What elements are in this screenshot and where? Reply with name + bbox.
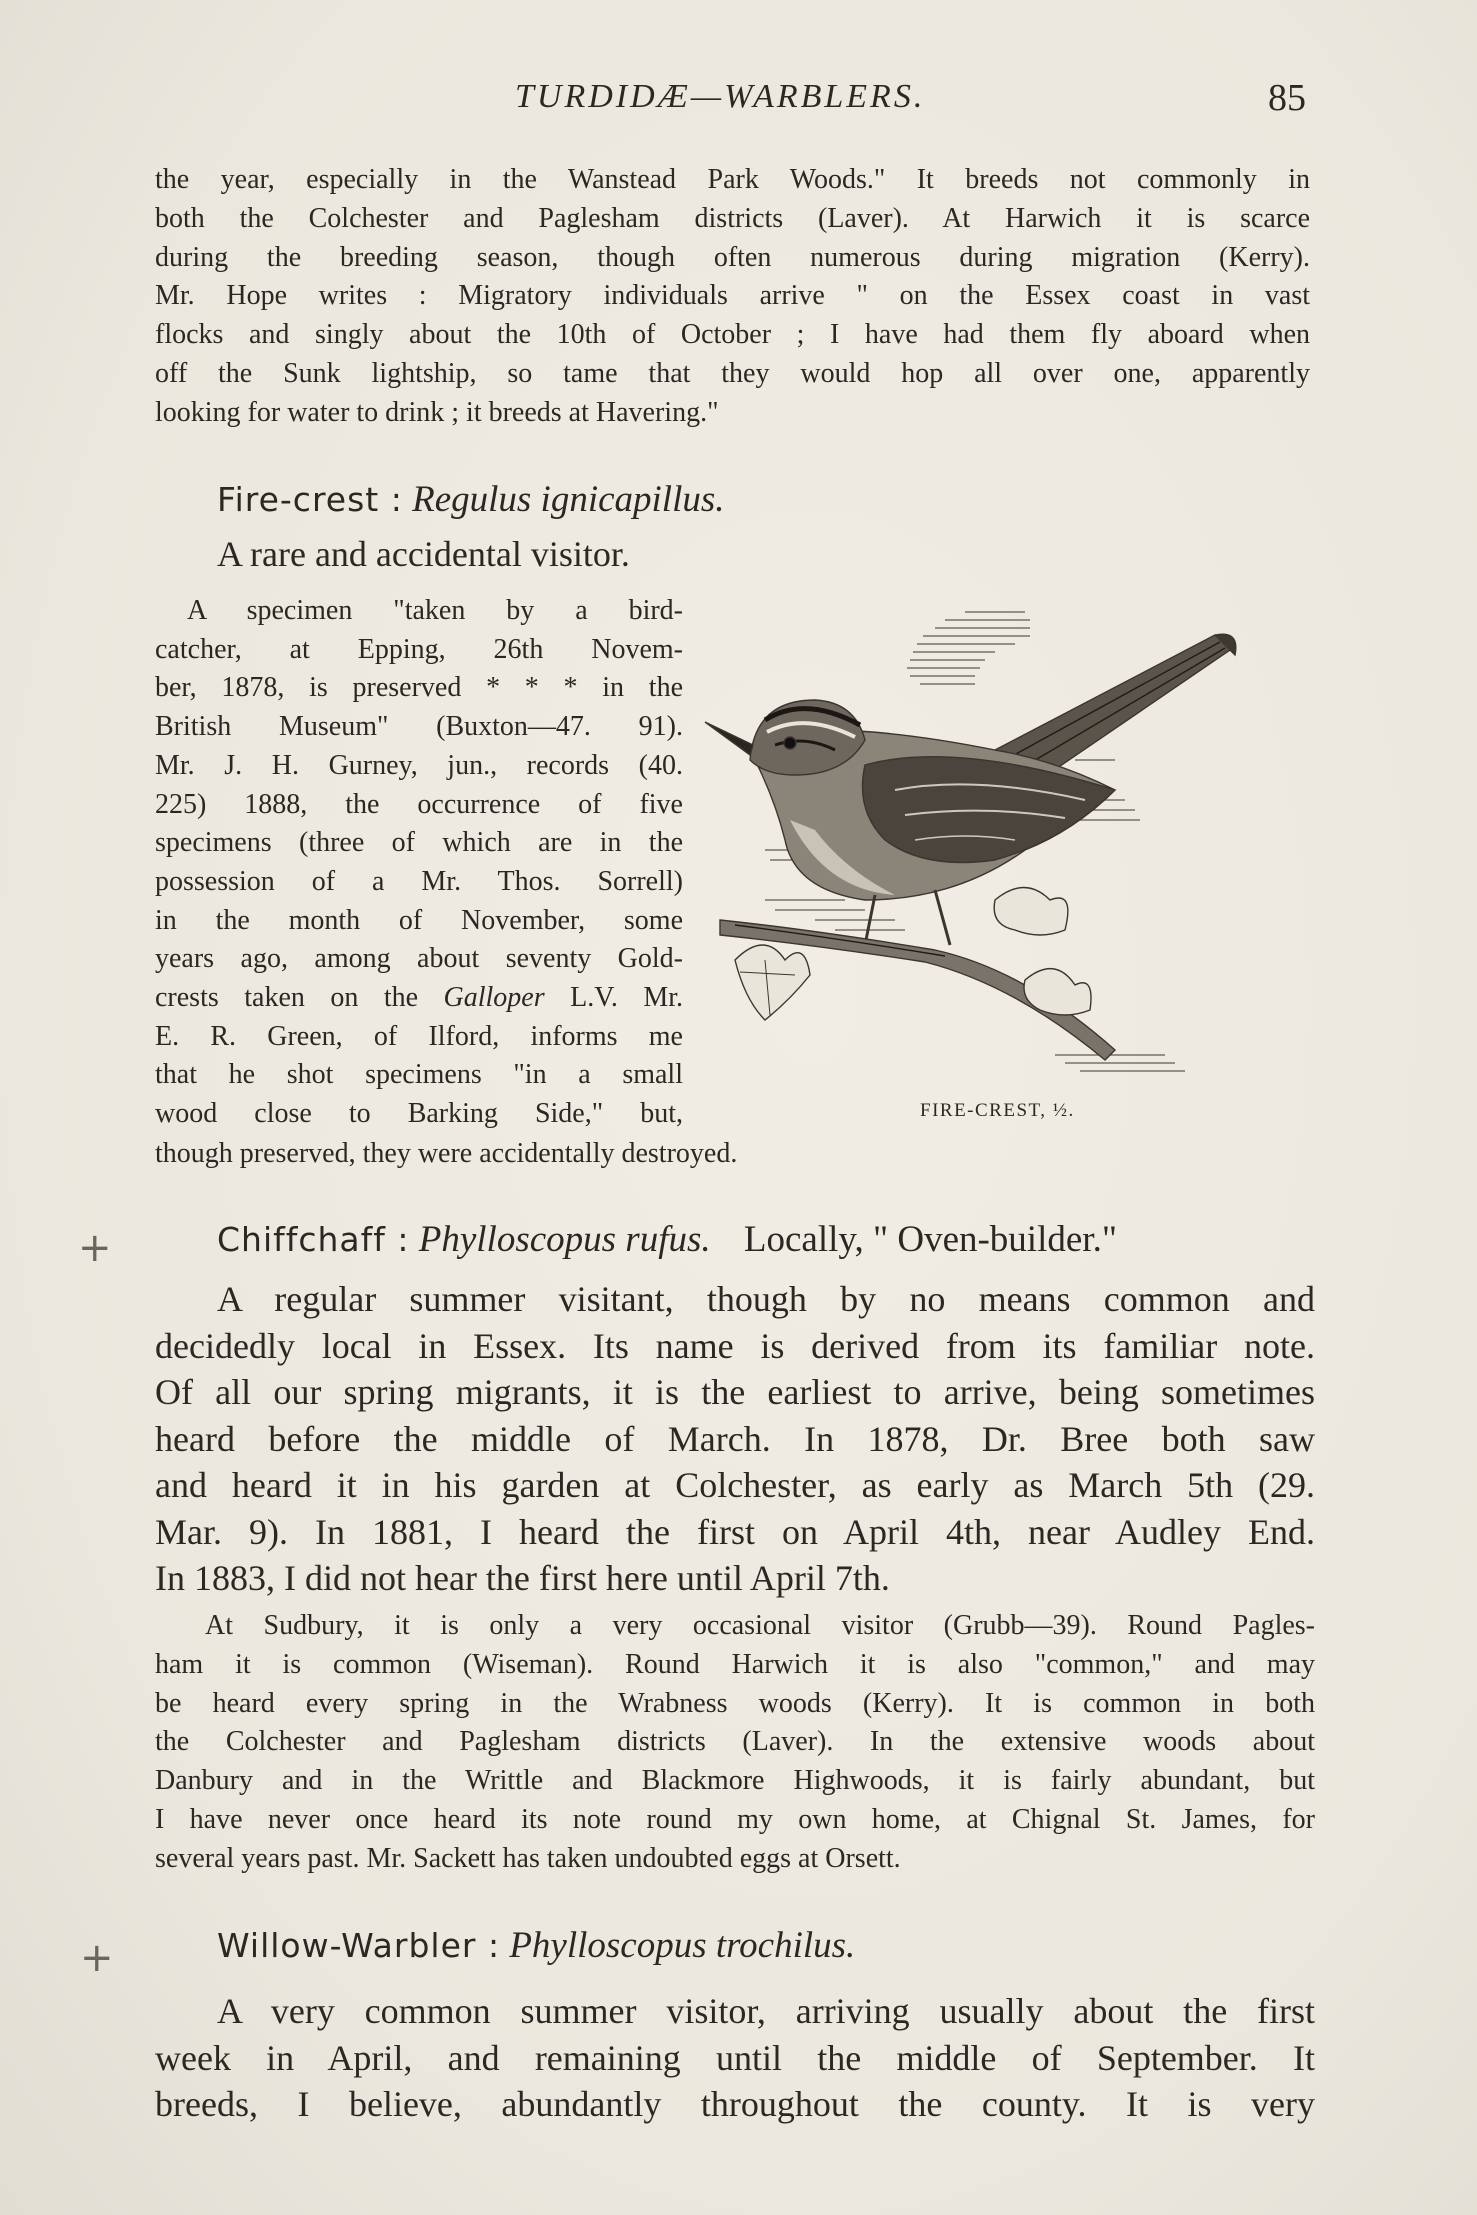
text-line: catcher, at Epping, 26th Novem- <box>155 633 683 665</box>
text-line: looking for water to drink ; it breeds at Havering." <box>155 396 719 428</box>
text-line: Mr. J. H. Gurney, jun., records (40. <box>155 749 683 781</box>
margin-mark: + <box>78 1225 112 1271</box>
text-line: Mar. 9). In 1881, I heard the first on April 4th, near Audley End. <box>155 1511 1315 1552</box>
local-name: Locally, " Oven-builder." <box>743 1219 1117 1260</box>
text-line: both the Colchester and Paglesham districts (Laver). At Harwich it is scarce <box>155 202 1310 234</box>
chiffchaff-notes <box>155 1607 1315 1879</box>
text-line: A specimen "taken by a bird- <box>187 595 683 626</box>
text-line: during the breeding season, though often numerous during migration (Kerry). <box>155 241 1310 273</box>
text-line: I have never once heard its note round my own home, at Chignal St. James, for <box>155 1803 1315 1835</box>
firecrest-illustration <box>695 600 1255 1090</box>
text-line: years ago, among about seventy Gold- <box>155 943 683 975</box>
ship-name: Galloper <box>443 982 545 1014</box>
species-latin-name: Phylloscopus trochilus. <box>509 1925 856 1966</box>
chiffchaff-body <box>155 1276 1315 1602</box>
species-english-name: Chiffchaff : <box>217 1220 410 1259</box>
text-line: Danbury and in the Writtle and Blackmore Highwoods, it is fairly abundant, but <box>155 1765 1315 1797</box>
species-english-name: Fire-crest : <box>217 480 403 519</box>
text-line: A regular summer visitant, though by no means common and <box>217 1279 1315 1319</box>
intro-paragraph <box>155 161 1310 433</box>
text-line: off the Sunk lightship, so tame that they would hop all over one, apparently <box>155 357 1310 389</box>
text-line: be heard every spring in the Wrabness woods (Kerry). It is common in both <box>155 1687 1315 1719</box>
text-line: week in April, and remaining until the middle of September. It <box>155 2037 1315 2078</box>
firecrest-heading <box>217 478 725 521</box>
species-latin-name: Regulus ignicapillus. <box>412 479 725 520</box>
text-line: ber, 1878, is preserved * * * in the <box>155 672 683 704</box>
firecrest-body-last-line: though preserved, they were accidentally destroyed. <box>155 1138 738 1169</box>
margin-mark: + <box>80 1935 114 1981</box>
text-line: several years past. Mr. Sackett has taken undoubted eggs at Orsett. <box>155 1842 901 1874</box>
text-line: 225) 1888, the occurrence of five <box>155 788 683 820</box>
text-line: specimens (three of which are in the <box>155 827 683 859</box>
page-number: 85 <box>1268 77 1306 119</box>
text-line: wood close to Barking Side," but, <box>155 1098 683 1130</box>
text-line: the Colchester and Paglesham districts (Laver). In the extensive woods about <box>155 1726 1315 1758</box>
text-line: A very common summer visitor, arriving usually about the first <box>217 1991 1315 2031</box>
text-line: British Museum" (Buxton—47. 91). <box>155 711 683 743</box>
willow-warbler-heading <box>217 1924 855 1967</box>
firecrest-status: A rare and accidental visitor. <box>217 534 630 574</box>
text-line: decidedly local in Essex. Its name is derived from its familiar note. <box>155 1325 1315 1366</box>
chiffchaff-heading <box>217 1218 1117 1261</box>
text-line: Of all our spring migrants, it is the earliest to arrive, being sometimes <box>155 1372 1315 1412</box>
text-line: In 1883, I did not hear the first here until April 7th. <box>155 1558 890 1598</box>
text-line: breeds, I believe, abundantly throughout the county. It is very <box>155 2084 1315 2124</box>
text-line: that he shot specimens "in a small <box>155 1059 683 1091</box>
text-line: Mr. Hope writes : Migratory individuals arrive " on the Essex coast in vast <box>155 280 1310 312</box>
firecrest-body <box>155 592 683 1134</box>
text-line: crests taken on the Galloper L.V. Mr. <box>155 982 683 1014</box>
text-line: heard before the middle of March. In 1878, Dr. Bree both saw <box>155 1418 1315 1459</box>
figure-caption: FIRE-CREST, ½. <box>920 1100 1075 1121</box>
text-line: in the month of November, some <box>155 904 683 936</box>
text-line: At Sudbury, it is only a very occasional visitor (Grubb—39). Round Pagles- <box>205 1610 1315 1641</box>
willow-warbler-body <box>155 1988 1315 2128</box>
species-english-name: Willow-Warbler : <box>217 1926 501 1965</box>
text-line: ham it is common (Wiseman). Round Harwich it is also "common," and may <box>155 1648 1315 1680</box>
text-line: the year, especially in the Wanstead Park Woods." It breeds not commonly in <box>155 164 1310 195</box>
text-line: flocks and singly about the 10th of October ; I have had them fly aboard when <box>155 319 1310 351</box>
text-line: E. R. Green, of Ilford, informs me <box>155 1020 683 1052</box>
text-line: and heard it in his garden at Colchester, as early as March 5th (29. <box>155 1465 1315 1505</box>
running-title: TURDIDÆ—WARBLERS. <box>515 78 926 115</box>
text-line: possession of a Mr. Thos. Sorrell) <box>155 865 683 897</box>
species-latin-name: Phylloscopus rufus. <box>418 1219 711 1260</box>
